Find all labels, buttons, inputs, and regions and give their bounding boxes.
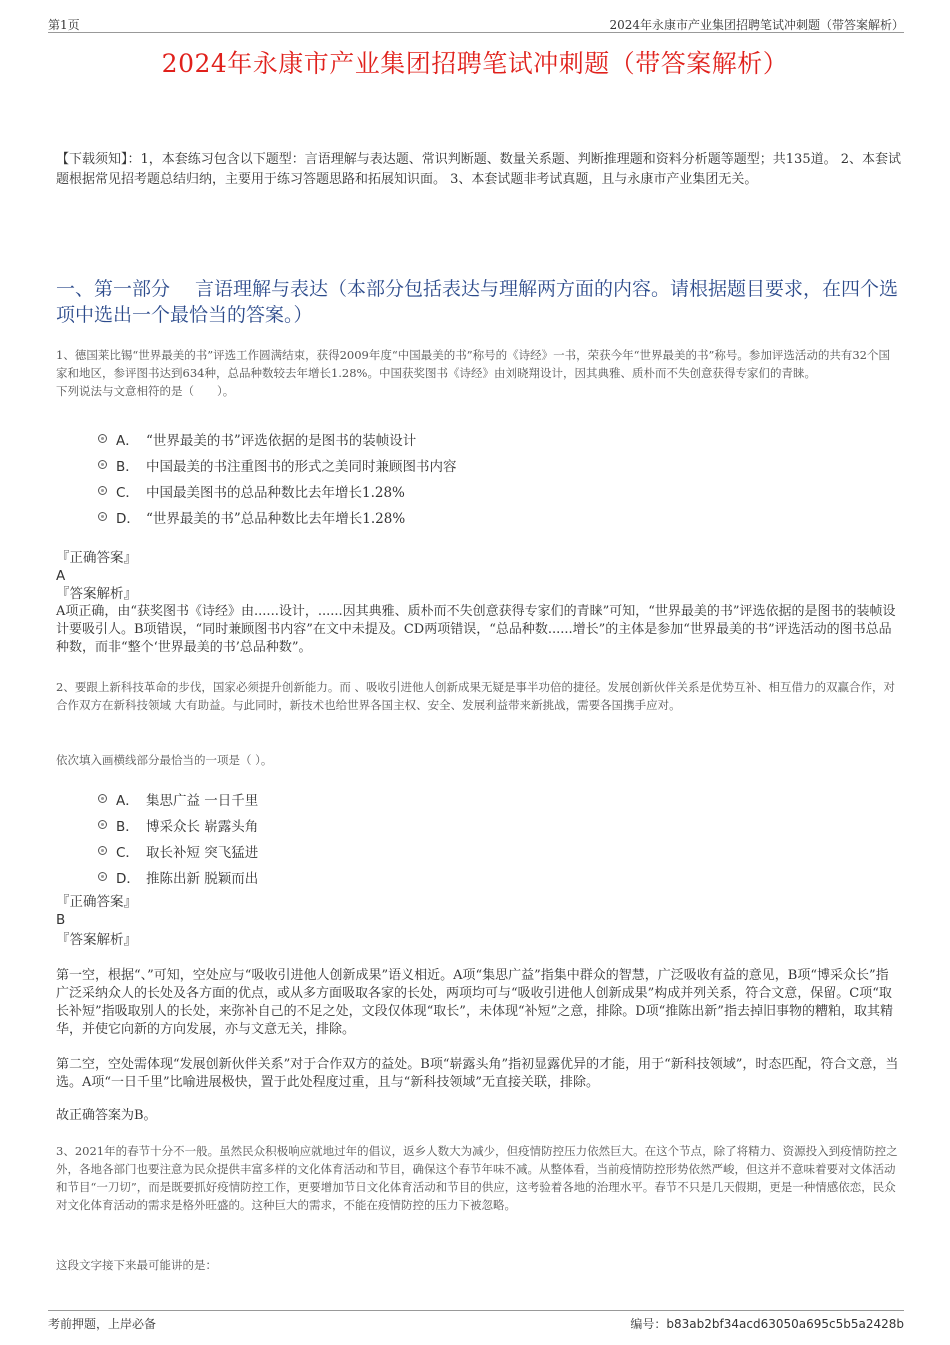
footer-code-label: 编号： [630,1317,667,1331]
question-1 [56,346,901,400]
question-2-answer [56,893,901,949]
question-prompt: 依次填入画横线部分最恰当的一项是（ ）。 [56,753,273,767]
radio-icon[interactable] [98,460,107,469]
question-1-answer [56,549,901,657]
option-d[interactable] [56,504,901,530]
radio-icon[interactable] [98,794,107,803]
option-letter: C． [116,845,139,861]
question-1-options [56,426,901,530]
option-text: 取长补短 突飞猛进 [146,845,259,861]
page-header [48,14,904,33]
option-a[interactable] [56,786,901,812]
analysis-label: 『答案解析』 [56,932,137,948]
analysis-label: 『答案解析』 [56,586,137,602]
question-2-prompt [56,751,901,769]
footer-code-value: b83ab2bf34acd63050a695c5b5a2428b [666,1317,904,1331]
option-letter: A． [116,793,139,809]
radio-icon[interactable] [98,486,107,495]
option-a[interactable] [56,426,901,452]
question-text: 2、要跟上新科技革命的步伐，国家必须提升创新能力。而 、吸收引进他人创新成果无疑是事半功倍的捷径。发展创新伙伴关系是优势互补、相互借力的双赢合作，对合作双方在新科技领域 大有助益。与此同时，新技术也给世界各国主权、安全、发展利益带来新挑战，需要各国携手应对。 [56,680,895,712]
option-letter: D． [116,511,140,527]
option-c[interactable] [56,838,901,864]
download-notice: 【下载须知】：1，本套练习包含以下题型：言语理解与表达题、常识判断题、数量关系题、判断推理题和资料分析题等题型；共135道。 2、本套试题根据常见招考题总结归纳，主要用于练习答题思路和拓展知识面。 3、本套试题非考试真题，且与永康市产业集团无关。 [56,152,901,187]
document-title: 2024年永康市产业集团招聘笔试冲刺题（带答案解析） [161,49,789,78]
footer-slogan: 考前押题，上岸必备 [48,1317,157,1331]
question-2-options [56,786,901,890]
analysis-paragraph-1: 第一空，根据“、”可知，空处应与“吸收引进他人创新成果”语义相近。A项“集思广益”指集中群众的智慧，广泛吸收有益的意见，B项“博采众长”指广泛采纳众人的长处及各方面的优点，或从多方面吸取各家的长处，两项均可与“吸收引进他人创新成果”构成并列关系，符合文意，保留。C项“取长补短”指吸取别人的长处，来弥补自己的不足之处，文段仅体现“取长”，未体现“补短”之意，排除。D项“推陈出新”指去掉旧事物的糟粕，取其精华，并使它向新的方向发展，亦与文意无关，排除。 [56,968,893,1037]
option-d[interactable] [56,864,901,890]
correct-answer-label: 『正确答案』 [56,894,137,910]
question-text: 3、2021年的春节十分不一般。虽然民众积极响应就地过年的倡议，返乡人数大为减少，但疫情防控压力依然巨大。在这个节点，除了将精力、资源投入到疫情防控之外，各地各部门也要注意为民众提供丰富多样的文化体育活动和节目，确保这个春节年味不减。从整体看，当前疫情防控形势依然严峻，但这并不意味着要对文体活动和节目“一刀切”，而是既要抓好疫情防控工作，更要增加节日文化体育活动和节目的供应，这考验着各地的治理水平。春节不只是几天假期，更是一种情感依恋，民众对文化体育活动的需求是格外旺盛的。这种巨大的需求，不能在疫情防控的压力下被忽略。 [56,1144,898,1212]
question-3 [56,1142,901,1214]
radio-icon[interactable] [98,820,107,829]
option-text: 集思广益 一日千里 [146,793,259,809]
option-text: 中国最美图书的总品种数比去年增长1.28% [146,485,405,501]
radio-icon[interactable] [98,512,107,521]
correct-answer-value: B [56,912,66,928]
question-text: 1、德国莱比锡“世界最美的书”评选工作圆满结束，获得2009年度“中国最美的书”称号的《诗经》一书，荣获今年“世界最美的书”称号。参加评选活动的共有32个国家和地区，参评图书达到634种，总品种数较去年增长1.28%。中国获奖图书《诗经》由刘晓翔设计，因其典雅、质朴而不失创意获得专家们的青睐。 [56,348,890,380]
option-letter: A． [116,433,139,449]
option-letter: C． [116,485,139,501]
question-prompt: 这段文字接下来最可能讲的是： [56,1258,217,1272]
correct-answer-label: 『正确答案』 [56,550,137,566]
question-prompt: 下列说法与文意相符的是（ ）。 [56,384,235,398]
correct-answer-value: A [56,568,66,584]
question-3-prompt [56,1256,901,1274]
option-c[interactable] [56,478,901,504]
option-letter: D． [116,871,140,887]
section-title: 一、第一部分 言语理解与表达（本部分包括表达与理解两方面的内容。请根据题目要求，在四个选项中选出一个最恰当的答案。） [56,278,899,326]
footer-code [630,1315,904,1332]
option-letter: B． [116,459,139,475]
header-doc-name: 2024年永康市产业集团招聘笔试冲刺题（带答案解析） [609,18,904,32]
page-number: 第1页 [48,18,80,32]
analysis-text: A项正确，由“获奖图书《诗经》由......设计，......因其典雅、质朴而不失创意获得专家们的青睐”可知，“世界最美的书”评选依据的是图书的装帧设计要吸引人。B项错误，“同时兼顾图书内容”在文中未提及。CD两项错误，“总品种数......增长”的主体是参加“世界最美的书”评选活动的图书总品种数，而非“整个‘世界最美的书’总品种数”。 [56,604,896,655]
option-text: 博采众长 崭露头角 [146,819,259,835]
option-b[interactable] [56,452,901,478]
radio-icon[interactable] [98,872,107,881]
radio-icon[interactable] [98,434,107,443]
option-letter: B． [116,819,139,835]
analysis-paragraph-3: 故正确答案为B。 [56,1108,157,1123]
option-text: 推陈出新 脱颖而出 [146,871,259,887]
question-2 [56,678,901,714]
option-text: “世界最美的书”评选依据的是图书的装帧设计 [146,433,417,449]
option-b[interactable] [56,812,901,838]
analysis-paragraph-2: 第二空，空处需体现“发展创新伙伴关系”对于合作双方的益处。B项“崭露头角”指初显露优异的才能，用于“新科技领域”，时态匹配，符合文意，当选。A项“一日千里”比喻进展极快，置于此处程度过重，且与“新科技领域”无直接关联，排除。 [56,1057,899,1090]
radio-icon[interactable] [98,846,107,855]
page-footer [48,1310,904,1329]
option-text: “世界最美的书”总品种数比去年增长1.28% [146,511,406,527]
option-text: 中国最美的书注重图书的形式之美同时兼顾图书内容 [146,459,457,475]
